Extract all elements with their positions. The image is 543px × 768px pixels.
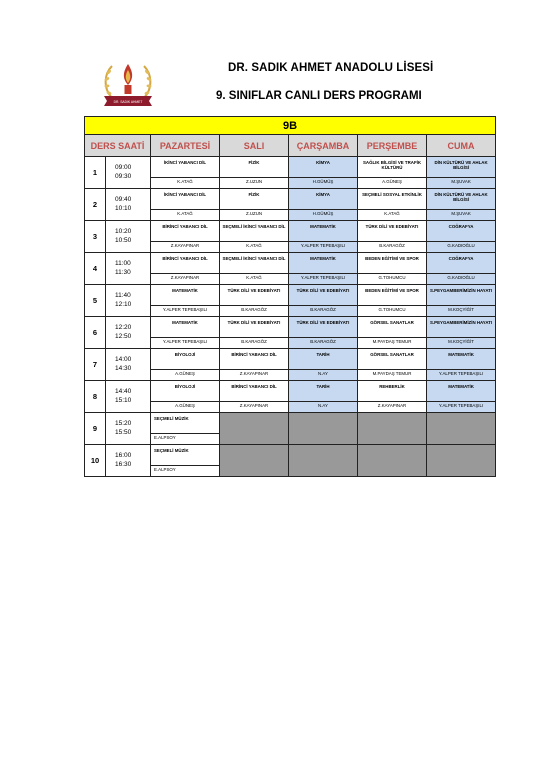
lesson-cell-wednesday <box>289 157 358 189</box>
lesson-teacher: E.ALPSOY <box>151 465 219 473</box>
lesson-teacher: Y.ALPER TEPEBAŞILI <box>289 241 357 249</box>
lesson-cell-monday <box>151 381 220 413</box>
schedule-table <box>84 116 496 477</box>
lesson-cell-thursday <box>358 285 427 317</box>
lesson-time <box>106 253 151 285</box>
lesson-subject: SEÇMELİ İKİNCİ YABANCI DİL <box>222 256 286 261</box>
lesson-cell-thursday <box>358 157 427 189</box>
lesson-cell-tuesday <box>220 221 289 253</box>
lesson-subject: SAĞLIK BİLGİSİ VE TRAFİK KÜLTÜRÜ <box>362 160 422 171</box>
lesson-subject: MATEMATİK <box>310 224 336 229</box>
schedule-row <box>85 285 496 317</box>
empty-slot-thursday <box>358 445 427 477</box>
lesson-cell-thursday <box>358 317 427 349</box>
lesson-number: 1 <box>85 157 106 189</box>
schedule-row <box>85 157 496 189</box>
schedule-row <box>85 189 496 221</box>
lesson-end: 14:30 <box>115 364 132 372</box>
svg-text:DR. SADIK AHMET: DR. SADIK AHMET <box>113 100 143 104</box>
col-header-tuesday: SALI <box>220 135 289 157</box>
lesson-teacher: H.GÜMÜŞ <box>289 209 357 217</box>
lesson-teacher: B.KARAGÖZ <box>289 305 357 313</box>
lesson-cell-tuesday <box>220 285 289 317</box>
lesson-end: 11:30 <box>115 268 131 276</box>
lesson-time <box>106 189 151 221</box>
lesson-subject: SEÇMELİ MÜZİK <box>154 416 189 421</box>
lesson-time <box>106 221 151 253</box>
col-header-friday: CUMA <box>427 135 496 157</box>
lesson-subject: TÜRK DİLİ VE EDEBİYATI <box>227 288 281 293</box>
lesson-teacher: K.ATAĞ <box>220 241 288 249</box>
lesson-teacher: Z.KAYAPINAR <box>220 401 288 409</box>
lesson-teacher: Y.ALPER TEPEBAŞILI <box>151 337 219 345</box>
lesson-teacher: G.TOHUMCU <box>358 273 426 281</box>
lesson-time <box>106 349 151 381</box>
lesson-subject: COĞRAFYA <box>448 224 474 229</box>
lesson-teacher: M.ŞUVAK <box>427 177 495 185</box>
lesson-cell-wednesday <box>289 253 358 285</box>
lesson-start: 11:00 <box>115 260 131 267</box>
lesson-cell-tuesday <box>220 189 289 221</box>
lesson-subject: MATEMATİK <box>172 320 198 325</box>
lesson-teacher: Z.UZUN <box>220 177 288 185</box>
lesson-end: 15:50 <box>115 428 132 436</box>
lesson-time <box>106 413 151 445</box>
lesson-subject: BİYOLOJİ <box>174 352 196 357</box>
lesson-cell-friday <box>427 285 496 317</box>
lesson-teacher: K.ATAĞ <box>151 209 219 217</box>
lesson-teacher: A.GÜNEŞ <box>358 177 426 185</box>
lesson-cell-monday <box>151 285 220 317</box>
lesson-number: 9 <box>85 413 106 445</box>
schedule-row <box>85 253 496 285</box>
lesson-subject: İKİNCİ YABANCI DİL <box>163 192 207 197</box>
lesson-cell-wednesday <box>289 349 358 381</box>
lesson-teacher: Y.ALPER TEPEBAŞILI <box>427 369 495 377</box>
lesson-teacher: M.ŞUVAK <box>427 209 495 217</box>
lesson-number: 7 <box>85 349 106 381</box>
lesson-teacher: G.KADIOĞLU <box>427 273 495 281</box>
schedule-row <box>85 445 496 477</box>
lesson-cell-monday <box>151 349 220 381</box>
lesson-cell-wednesday <box>289 221 358 253</box>
schedule-row <box>85 381 496 413</box>
empty-slot-wednesday <box>289 445 358 477</box>
lesson-subject: SEÇMELİ İKİNCİ YABANCI DİL <box>222 224 286 229</box>
lesson-number: 8 <box>85 381 106 413</box>
lesson-number: 6 <box>85 317 106 349</box>
lesson-subject: MATEMATİK <box>172 288 198 293</box>
lesson-subject: GÖRSEL SANATLAR <box>370 320 414 325</box>
lesson-subject: MATEMATİK <box>448 384 474 389</box>
schedule-row <box>85 349 496 381</box>
lesson-subject: KİMYA <box>316 192 330 197</box>
lesson-teacher: A.GÜNEŞ <box>151 369 219 377</box>
lesson-end: 09:30 <box>115 172 132 180</box>
lesson-teacher: M.KOÇYİĞİT <box>427 305 495 313</box>
lesson-cell-thursday <box>358 253 427 285</box>
lesson-end: 16:30 <box>115 460 132 468</box>
col-header-thursday: PERŞEMBE <box>358 135 427 157</box>
schedule-row <box>85 413 496 445</box>
lesson-time <box>106 285 151 317</box>
lesson-subject: TÜRK DİLİ VE EDEBİYATI <box>227 320 281 325</box>
lesson-subject: BİRİNCİ YABANCI DİL <box>231 384 277 389</box>
lesson-subject: TÜRK DİLİ VE EDEBİYATI <box>365 224 419 229</box>
lesson-cell-thursday <box>358 189 427 221</box>
lesson-cell-monday <box>151 445 220 477</box>
lesson-subject: BEDEN EĞİTİMİ VE SPOR <box>365 256 419 261</box>
lesson-time <box>106 381 151 413</box>
lesson-cell-monday <box>151 189 220 221</box>
lesson-teacher: G.KADIOĞLU <box>427 241 495 249</box>
lesson-subject: BİRİNCİ YABANCI DİL <box>231 352 277 357</box>
lesson-start: 09:00 <box>115 164 132 171</box>
lesson-start: 12:20 <box>115 324 132 331</box>
lesson-cell-wednesday <box>289 285 358 317</box>
lesson-subject: S.PEYGAMBERİMİZİN HAYATI <box>430 288 493 293</box>
lesson-subject: FİZİK <box>248 192 260 197</box>
lesson-subject: MATEMATİK <box>310 256 336 261</box>
lesson-teacher: M.PAYDAŞ TEMUR <box>358 369 426 377</box>
lesson-cell-tuesday <box>220 317 289 349</box>
empty-slot-friday <box>427 413 496 445</box>
lesson-subject: COĞRAFYA <box>448 256 474 261</box>
lesson-teacher: G.TOHUMCU <box>358 305 426 313</box>
lesson-teacher: H.GÜMÜŞ <box>289 177 357 185</box>
lesson-time <box>106 445 151 477</box>
lesson-subject: FİZİK <box>248 160 260 165</box>
lesson-cell-friday <box>427 317 496 349</box>
program-title: 9. SINIFLAR CANLI DERS PROGRAMI <box>216 90 422 102</box>
col-header-time: DERS SAATİ <box>85 135 151 157</box>
lesson-teacher: N.AY <box>289 369 357 377</box>
lesson-number: 2 <box>85 189 106 221</box>
lesson-cell-friday <box>427 381 496 413</box>
lesson-subject: KİMYA <box>316 160 330 165</box>
lesson-cell-wednesday <box>289 317 358 349</box>
school-logo <box>98 58 158 112</box>
lesson-cell-monday <box>151 221 220 253</box>
lesson-end: 15:10 <box>115 396 132 404</box>
lesson-cell-wednesday <box>289 189 358 221</box>
lesson-start: 15:20 <box>115 420 132 427</box>
lesson-teacher: Z.UZUN <box>220 209 288 217</box>
lesson-number: 5 <box>85 285 106 317</box>
lesson-teacher: Z.KAYAPINAR <box>358 401 426 409</box>
lesson-cell-tuesday <box>220 381 289 413</box>
lesson-subject: GÖRSEL SANATLAR <box>370 352 414 357</box>
empty-slot-friday <box>427 445 496 477</box>
lesson-cell-monday <box>151 253 220 285</box>
lesson-number: 10 <box>85 445 106 477</box>
lesson-teacher: Z.KAYAPINAR <box>151 241 219 249</box>
class-name: 9B <box>85 117 496 135</box>
schedule-row <box>85 317 496 349</box>
col-header-wednesday: ÇARŞAMBA <box>289 135 358 157</box>
lesson-cell-tuesday <box>220 157 289 189</box>
lesson-subject: REHBERLİK <box>379 384 405 389</box>
lesson-teacher: Z.KAYAPINAR <box>220 369 288 377</box>
lesson-teacher: B.KARAGÖZ <box>289 337 357 345</box>
lesson-teacher: N.AY <box>289 401 357 409</box>
lesson-subject: BEDEN EĞİTİMİ VE SPOR <box>365 288 419 293</box>
lesson-subject: TARİH <box>316 352 330 357</box>
lesson-start: 10:20 <box>115 228 132 235</box>
schedule-body <box>85 157 496 477</box>
lesson-cell-friday <box>427 189 496 221</box>
lesson-teacher: M.PAYDAŞ TEMUR <box>358 337 426 345</box>
lesson-teacher: A.GÜNEŞ <box>151 401 219 409</box>
lesson-number: 4 <box>85 253 106 285</box>
lesson-cell-thursday <box>358 381 427 413</box>
lesson-subject: BİRİNCİ YABANCI DİL <box>162 256 208 261</box>
lesson-end: 10:50 <box>115 236 132 244</box>
lesson-cell-thursday <box>358 349 427 381</box>
lesson-teacher: K.ATAĞ <box>151 177 219 185</box>
lesson-end: 10:10 <box>115 204 132 212</box>
lesson-teacher: K.ATAĞ <box>220 273 288 281</box>
lesson-teacher: M.KOÇYİĞİT <box>427 337 495 345</box>
lesson-cell-tuesday <box>220 253 289 285</box>
lesson-cell-tuesday <box>220 349 289 381</box>
lesson-cell-monday <box>151 413 220 445</box>
lesson-subject: BİRİNCİ YABANCI DİL <box>162 224 208 229</box>
lesson-time <box>106 317 151 349</box>
lesson-cell-friday <box>427 253 496 285</box>
empty-slot-tuesday <box>220 413 289 445</box>
lesson-cell-thursday <box>358 221 427 253</box>
lesson-subject: TÜRK DİLİ VE EDEBİYATI <box>296 288 350 293</box>
lesson-cell-monday <box>151 157 220 189</box>
schedule-row <box>85 221 496 253</box>
lesson-cell-friday <box>427 349 496 381</box>
lesson-subject: DİN KÜLTÜRÜ VE AHLAK BİLGİSİ <box>434 192 488 203</box>
lesson-teacher: Z.KAYAPINAR <box>151 273 219 281</box>
lesson-subject: DİN KÜLTÜRÜ VE AHLAK BİLGİSİ <box>434 160 488 171</box>
lesson-subject: TARİH <box>316 384 330 389</box>
lesson-time <box>106 157 151 189</box>
lesson-teacher: Y.ALPER TEPEBAŞILI <box>427 401 495 409</box>
lesson-subject: TÜRK DİLİ VE EDEBİYATI <box>296 320 350 325</box>
empty-slot-thursday <box>358 413 427 445</box>
lesson-teacher: B.KARAGÖZ <box>220 337 288 345</box>
lesson-teacher: Y.ALPER TEPEBAŞILI <box>151 305 219 313</box>
lesson-subject: İKİNCİ YABANCI DİL <box>163 160 207 165</box>
lesson-cell-monday <box>151 317 220 349</box>
lesson-start: 14:00 <box>115 356 132 363</box>
lesson-end: 12:50 <box>115 332 132 340</box>
lesson-number: 3 <box>85 221 106 253</box>
lesson-cell-wednesday <box>289 381 358 413</box>
lesson-subject: BİYOLOJİ <box>174 384 196 389</box>
lesson-teacher: K.ATAĞ <box>358 209 426 217</box>
lesson-end: 12:10 <box>115 300 132 308</box>
empty-slot-tuesday <box>220 445 289 477</box>
lesson-start: 16:00 <box>115 452 132 459</box>
lesson-start: 09:40 <box>115 196 132 203</box>
school-name: DR. SADIK AHMET ANADOLU LİSESİ <box>228 62 434 74</box>
lesson-teacher: E.ALPSOY <box>151 433 219 441</box>
lesson-subject: SEÇMELİ SOSYAL ETKİNLİK <box>362 192 422 197</box>
lesson-teacher: B.KARAGÖZ <box>358 241 426 249</box>
lesson-subject: MATEMATİK <box>448 352 474 357</box>
lesson-start: 11:40 <box>115 292 131 299</box>
lesson-cell-friday <box>427 221 496 253</box>
lesson-start: 14:40 <box>115 388 132 395</box>
lesson-teacher: B.KARAGÖZ <box>220 305 288 313</box>
lesson-cell-friday <box>427 157 496 189</box>
lesson-subject: S.PEYGAMBERİMİZİN HAYATI <box>430 320 493 325</box>
lesson-subject: SEÇMELİ MÜZİK <box>154 448 189 453</box>
lesson-teacher: Y.ALPER TEPEBAŞILI <box>289 273 357 281</box>
col-header-monday: PAZARTESİ <box>151 135 220 157</box>
empty-slot-wednesday <box>289 413 358 445</box>
